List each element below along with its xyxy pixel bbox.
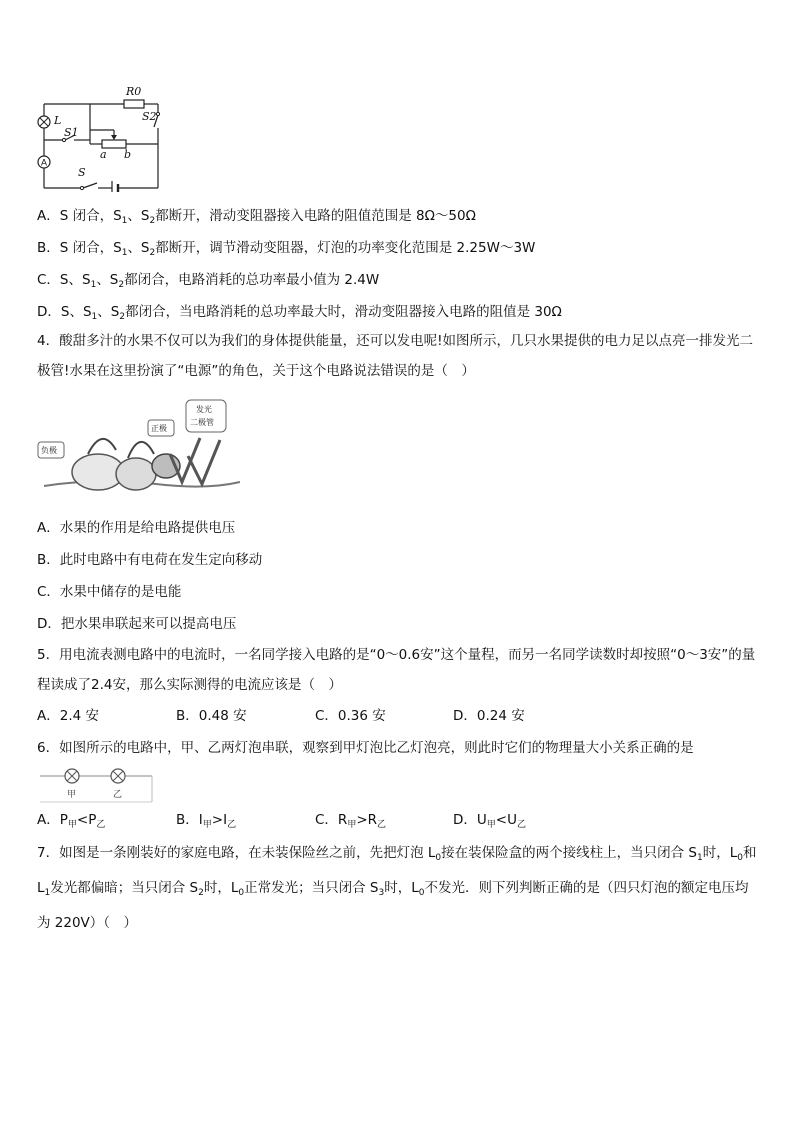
q7-stem: 7．如图是一条刚装好的家庭电路，在未装保险丝之前，先把灯泡 $L_0$接在装保险盒的两个接线柱上，当只闭合 $S_1$时，$L_0$和$L_1$发光都偏暗；当只闭合 $S_2$时，$L_0$正常发光；当只闭合 $S_3$时，$L_0$不发光．则下列判断正确的是（四只灯泡的额定电压均为 220V）（ ） [37,845,757,931]
svg-text:乙: 乙 [113,790,123,800]
svg-text:A: A [41,157,48,168]
series-lamps-figure [38,764,154,808]
lamp-yi-icon [111,769,125,783]
rheostat [102,140,126,148]
lamp-l-icon [38,116,50,128]
svg-text:S: S [78,166,86,179]
fruit-battery-figure [36,398,242,502]
resistor-r0 [124,100,144,108]
svg-text:二极管: 二极管 [190,418,214,427]
q3-option-c: C．S、$S_1$、$S_2$都闭合，电路消耗的总功率最小值为 2.4W [37,272,380,290]
q4-option-a: A．水果的作用是给电路提供电压 [37,520,236,536]
svg-text:a: a [100,148,107,161]
q4-stem: 4．酸甜多汁的水果不仅可以为我们的身体提供能量，还可以发电呢!如图所示，几只水果提供的电力足以点亮一排发光二极管!水果在这里扮演了“电源”的角色，关于这个电路说法错误的是（ ） [37,333,753,379]
lamp-jia-icon [65,769,79,783]
q6-option-b: B．$I_甲>I_乙$ [176,812,237,830]
switch-s [83,183,97,188]
q6-option-d: D．$U_甲<U_乙$ [453,812,527,830]
q6-option-c: C．$R_甲>R_乙$ [315,812,387,830]
svg-text:S1: S1 [64,126,79,139]
svg-text:正极: 正极 [151,424,167,433]
q5-option-d: D．0.24 安 [453,708,525,724]
q4-option-c: C．水果中储存的是电能 [37,584,182,600]
q6-option-a: A．$P_甲<P_乙$ [37,812,106,830]
svg-text:R0: R0 [126,85,142,98]
q3-option-b: B．S 闭合，$S_1$、$S_2$都断开，调节滑动变阻器，灯泡的功率变化范围是 2.25W～3W [37,240,536,258]
q3-option-a: A．S 闭合，$S_1$、$S_2$都断开，滑动变阻器接入电路的阻值范围是 8Ω～50Ω [37,208,476,226]
q5-option-a: A．2.4 安 [37,708,99,724]
svg-text:负极: 负极 [41,446,57,455]
svg-text:b: b [124,148,132,161]
q3-option-d: D．S、$S_1$、$S_2$都闭合，当电路消耗的总功率最大时，滑动变阻器接入电路的阻值是 30Ω [37,304,562,322]
svg-text:S2: S2 [142,110,157,123]
svg-text:L: L [54,114,62,127]
q6-stem: 6．如图所示的电路中，甲、乙两灯泡串联，观察到甲灯泡比乙灯泡亮，则此时它们的物理量大小关系正确的是 [37,740,694,756]
ammeter-icon [38,156,50,168]
circuit-diagram-q3 [34,84,166,196]
svg-text:发光: 发光 [196,405,212,414]
q5-stem: 5．用电流表测电路中的电流时，一名同学接入电路的是“0～0.6安”这个量程，而另一名同学读数时却按照“0～3安”的量程读成了2.4安，那么实际测得的电流应该是（ ） [37,647,756,693]
svg-text:甲: 甲 [67,790,77,800]
q4-option-b: B．此时电路中有电荷在发生定向移动 [37,552,263,568]
q4-option-d: D．把水果串联起来可以提高电压 [37,616,237,632]
q5-option-b: B．0.48 安 [176,708,247,724]
q5-option-c: C．0.36 安 [315,708,386,724]
